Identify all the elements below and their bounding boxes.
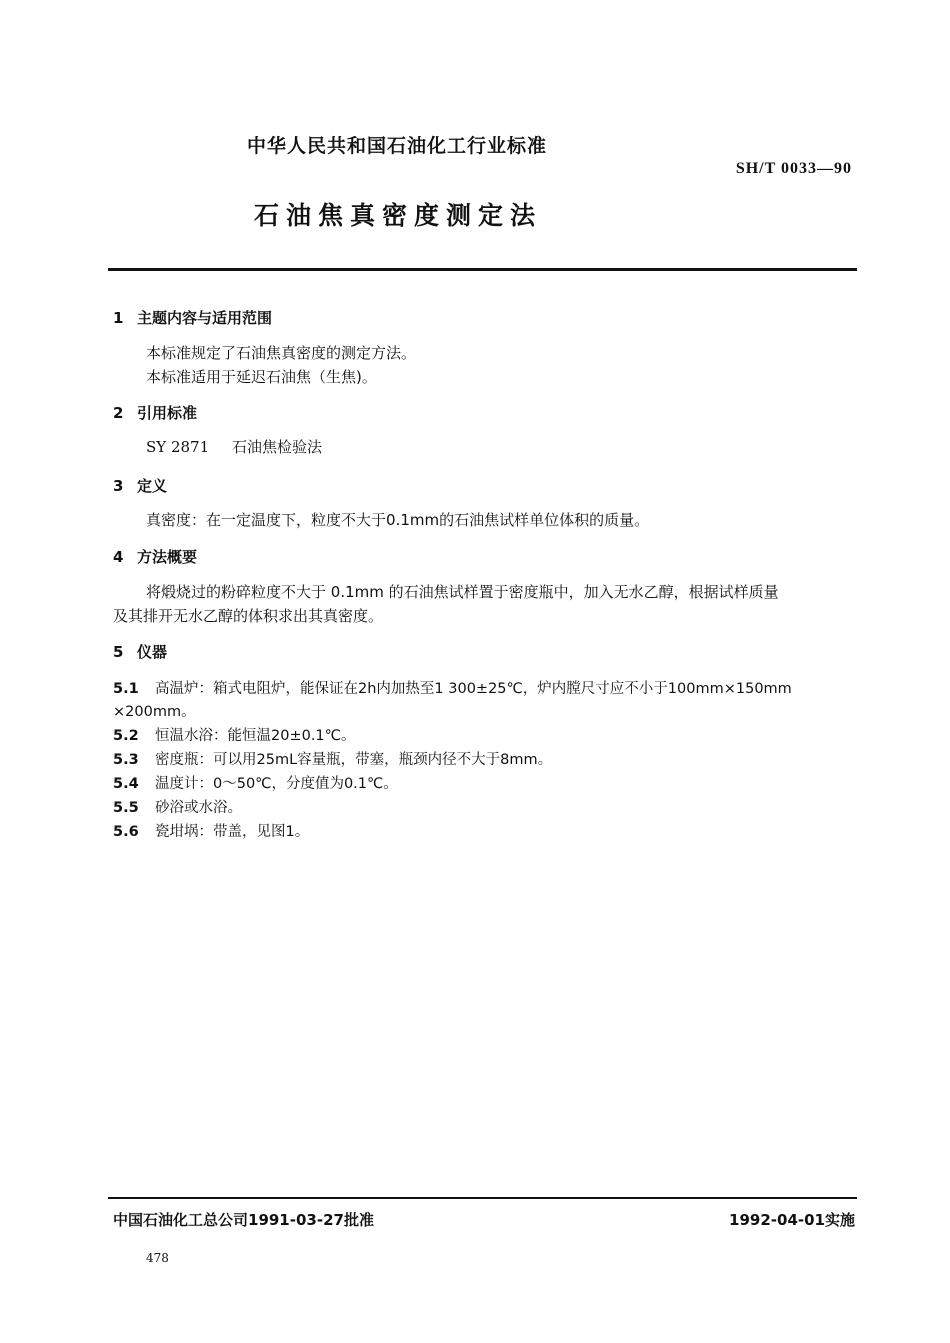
section-title: 仪器 [137, 643, 168, 661]
page-title: 石油焦真密度测定法 [254, 201, 543, 230]
section-number: 5 [113, 643, 124, 661]
method-line-2: 及其排开无水乙醇的体积求出其真密度。 [113, 607, 384, 625]
standard-name: 中华人民共和国石油化工行业标准 [247, 135, 548, 157]
approval-info: 中国石油化工总公司1991-03-27批准 [113, 1211, 374, 1229]
apparatus-item [113, 677, 792, 698]
section-title: 主题内容与适用范围 [137, 309, 273, 327]
section-1-line-1: 本标准规定了石油焦真密度的测定方法。 [146, 344, 417, 362]
section-2-heading [113, 402, 197, 423]
section-title: 引用标准 [137, 404, 198, 422]
item-text: 高温炉：箱式电阻炉，能保证在2h内加热至1 300±25℃，炉内膛尺寸应不小于100mm×150mm [155, 681, 792, 697]
section-number: 2 [113, 404, 124, 422]
definition-text: 真密度：在一定温度下，粒度不大于0.1mm的石油焦试样单位体积的质量。 [146, 511, 650, 529]
section-1-line-2: 本标准适用于延迟石油焦（生焦)。 [146, 368, 377, 386]
section-4-heading [113, 546, 197, 567]
section-title: 方法概要 [137, 548, 198, 566]
reference-name: 石油焦检验法 [232, 438, 323, 456]
item-text: 砂浴或水浴。 [155, 800, 242, 816]
section-number: 1 [113, 309, 124, 327]
item-number: 5.3 [113, 752, 139, 768]
apparatus-item [113, 772, 398, 793]
item-number: 5.4 [113, 776, 139, 792]
footer-divider [108, 1197, 857, 1199]
method-line-1: 将煅烧过的粉碎粒度不大于 0.1mm 的石油焦试样置于密度瓶中，加入无水乙醇，根据试样质量 [146, 583, 779, 601]
section-5-heading [113, 641, 167, 662]
item-number: 5.2 [113, 728, 139, 744]
section-3-heading [113, 475, 167, 496]
item-number: 5.5 [113, 800, 139, 816]
section-number: 3 [113, 477, 124, 495]
apparatus-item-continuation: ×200mm。 [113, 704, 196, 720]
standard-code: SH/T 0033—90 [735, 160, 852, 177]
section-1-heading [113, 307, 272, 328]
apparatus-item [113, 748, 552, 769]
item-text: 恒温水浴：能恒温20±0.1℃。 [155, 728, 356, 744]
reference-code: SY 2871 [146, 438, 210, 456]
section-number: 4 [113, 548, 124, 566]
page-number: 478 [146, 1251, 169, 1265]
effective-date: 1992-04-01实施 [729, 1211, 855, 1229]
apparatus-item [113, 724, 355, 745]
item-text: 密度瓶：可以用25mL容量瓶，带塞，瓶颈内径不大于8mm。 [155, 752, 553, 768]
reference-entry [146, 436, 322, 457]
item-text: 温度计：0～50℃，分度值为0.1℃。 [155, 776, 398, 792]
item-number: 5.6 [113, 824, 139, 840]
item-text: 瓷坩埚：带盖，见图1。 [155, 824, 310, 840]
item-number: 5.1 [113, 681, 139, 697]
section-title: 定义 [137, 477, 168, 495]
header-divider [108, 268, 857, 271]
apparatus-item [113, 796, 242, 817]
apparatus-item [113, 820, 309, 841]
